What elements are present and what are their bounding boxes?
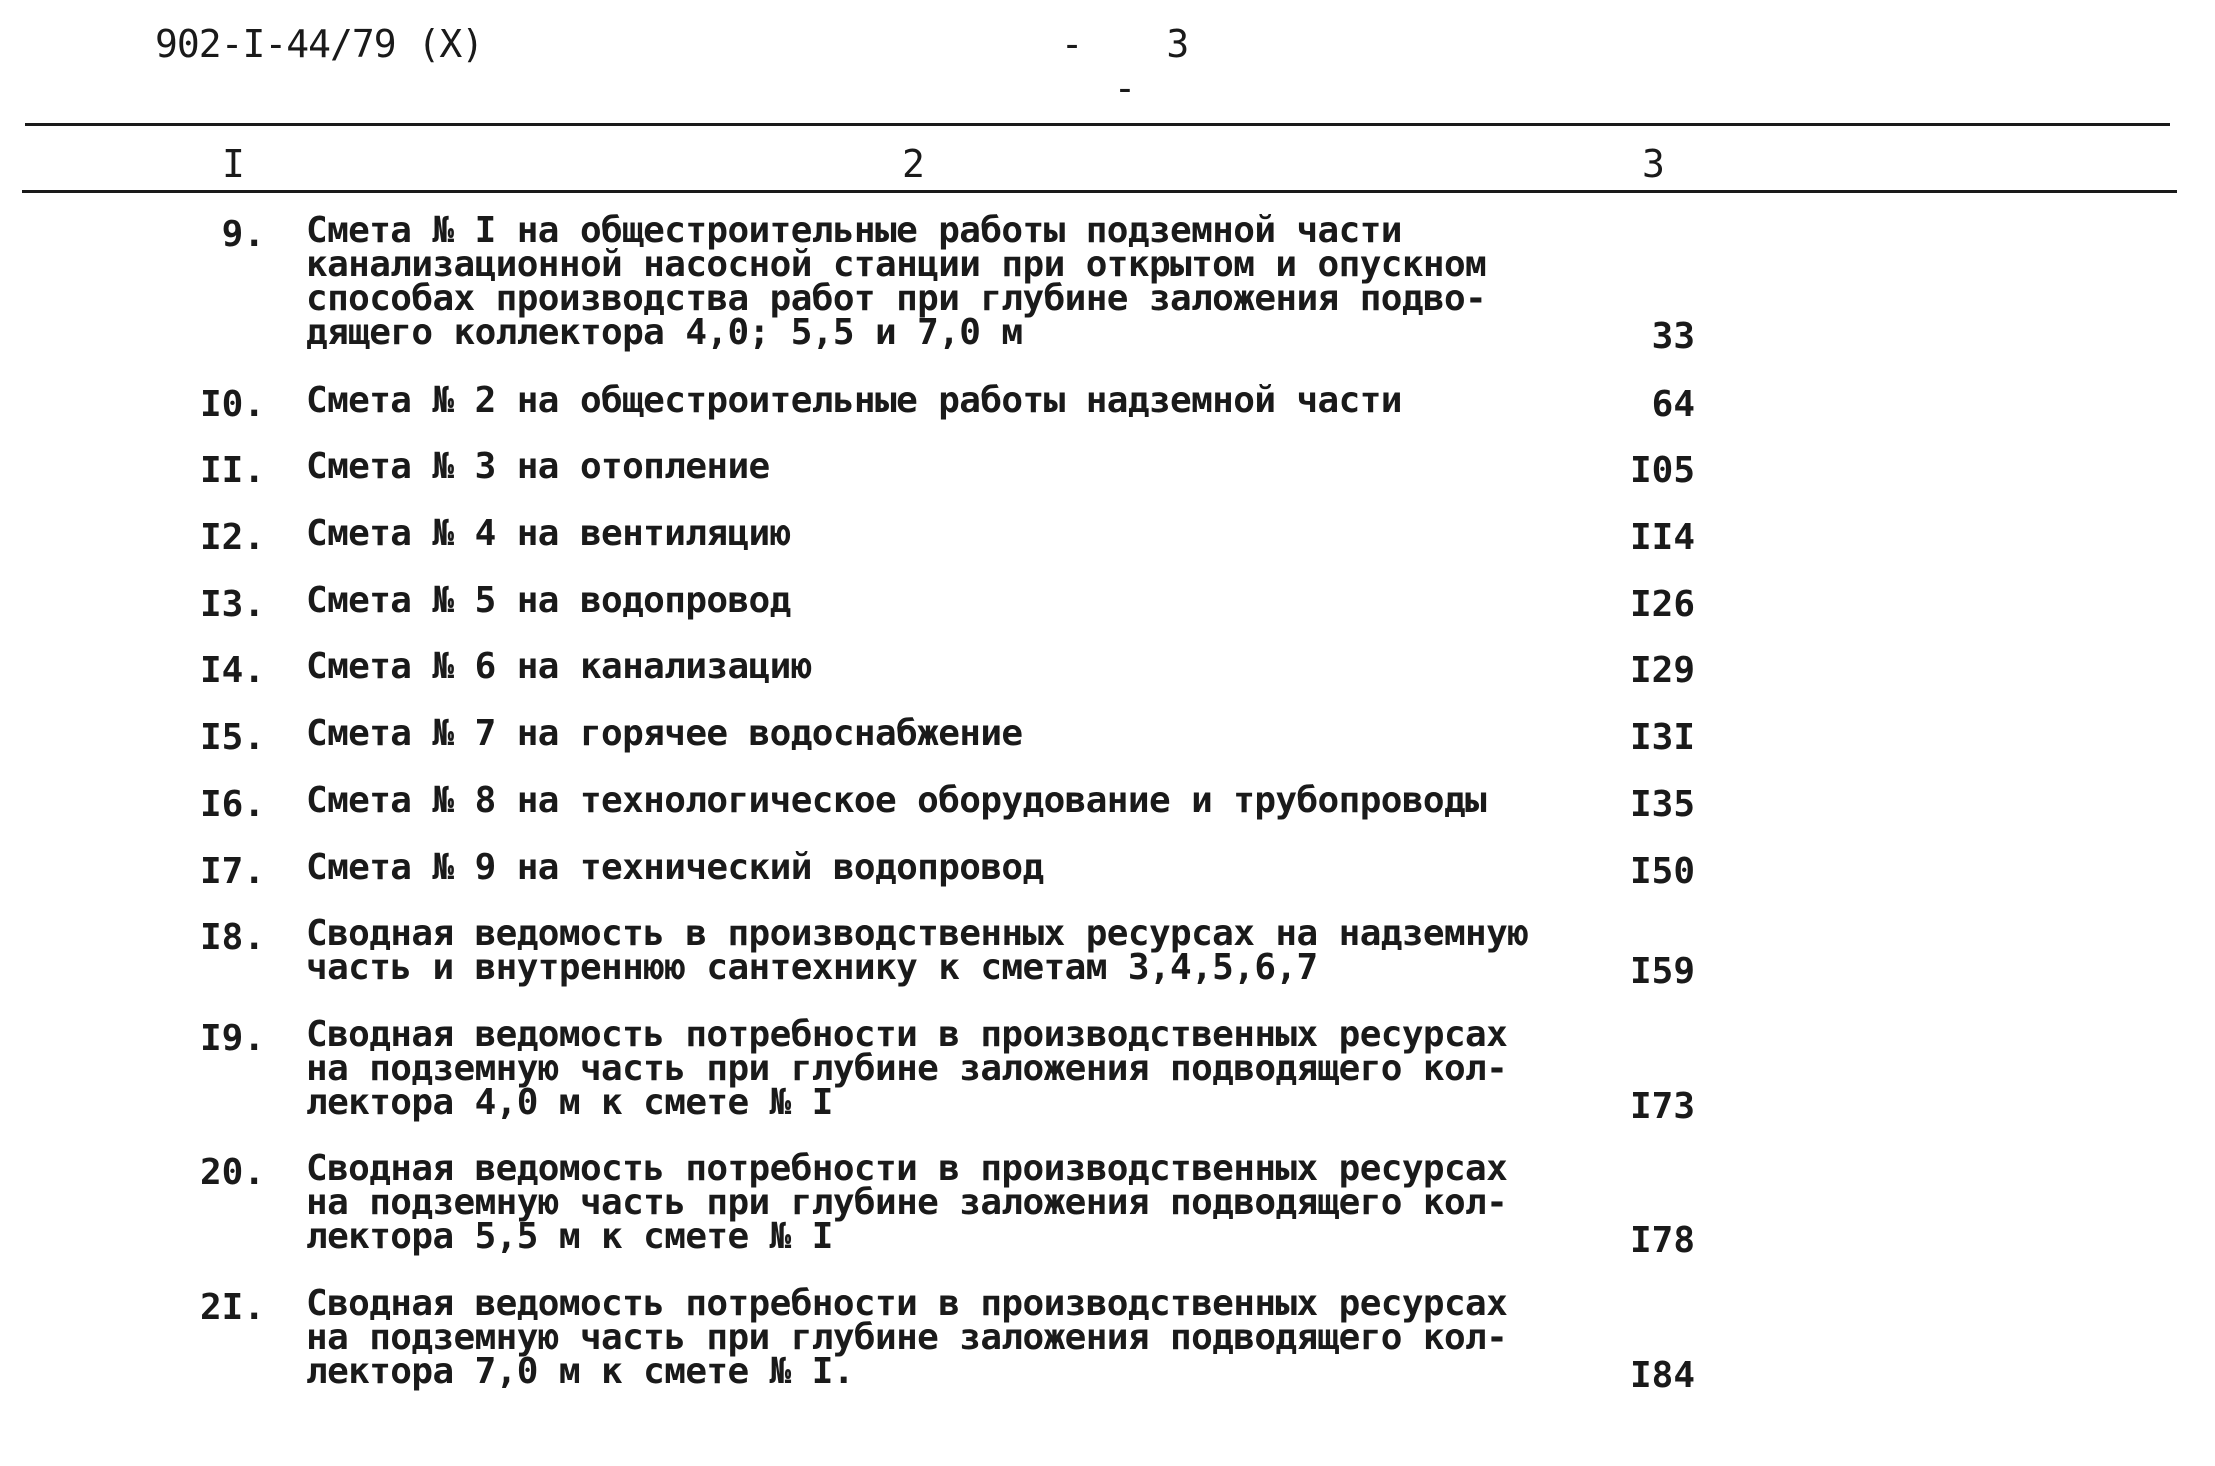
entry-number: 20. <box>199 1152 265 1193</box>
column-header-1: I <box>222 142 245 186</box>
entry-title: Смета № 8 на технологическое оборудование и трубопроводы <box>306 780 1487 821</box>
entry-number: I2. <box>199 517 265 558</box>
entry-number: I4. <box>199 650 265 691</box>
entry-title: Сводная ведомость потребности в производственных ресурсах на подземную часть при глубине заложения подводящего кол- лектора 5,5 м к смете № I <box>306 1148 1508 1257</box>
document-code: 902-I-44/79 (X) <box>155 22 484 66</box>
entry-number: I7. <box>199 851 265 892</box>
entry-page: 33 <box>1651 316 1695 357</box>
column-header-2: 2 <box>902 142 925 186</box>
entry-page: I26 <box>1629 584 1695 625</box>
header-bottom-rule <box>22 190 2177 193</box>
entry-title: Смета № 2 на общестроительные работы надземной части <box>306 380 1402 421</box>
entry-number: II. <box>199 450 265 491</box>
entry-title: Смета № 4 на вентиляцию <box>306 513 791 554</box>
entry-title: Смета № 6 на канализацию <box>306 646 812 687</box>
entry-page: I35 <box>1629 784 1695 825</box>
entry-page: I3I <box>1629 717 1695 758</box>
entry-page: I50 <box>1629 851 1695 892</box>
entry-number: I5. <box>199 717 265 758</box>
entry-title: Смета № 5 на водопровод <box>306 580 791 621</box>
entry-page: I78 <box>1629 1220 1695 1261</box>
entry-title: Смета № I на общестроительные работы подземной части канализационной насосной станции при открытом и опускном способах производства работ при глубине заложения подво- дящего коллектора 4,0; 5,5 и 7,0 м <box>306 210 1487 353</box>
entry-page: I73 <box>1629 1086 1695 1127</box>
entry-title: Сводная ведомость потребности в производственных ресурсах на подземную часть при глубине заложения подводящего кол- лектора 4,0 м к смете № I <box>306 1014 1508 1123</box>
entry-page: II4 <box>1629 517 1695 558</box>
entry-title: Смета № 9 на технический водопровод <box>306 847 1044 888</box>
entry-page: I59 <box>1629 951 1695 992</box>
top-rule <box>25 123 2170 126</box>
entry-page: 64 <box>1651 384 1695 425</box>
entry-number: 2I. <box>199 1287 265 1328</box>
page-number: - 3 - <box>1060 22 1220 110</box>
column-header-3: 3 <box>1642 142 1665 186</box>
entry-page: I05 <box>1629 450 1695 491</box>
entry-number: 9. <box>221 214 265 255</box>
entry-title: Сводная ведомость потребности в производственных ресурсах на подземную часть при глубине заложения подводящего кол- лектора 7,0 м к смете № I. <box>306 1283 1508 1392</box>
entry-page: I84 <box>1629 1355 1695 1396</box>
entry-number: I3. <box>199 584 265 625</box>
entry-title: Сводная ведомость в производственных ресурсах на надземную часть и внутреннюю сантехнику к сметам 3,4,5,6,7 <box>306 913 1529 988</box>
entry-page: I29 <box>1629 650 1695 691</box>
entry-title: Смета № 7 на горячее водоснабжение <box>306 713 1023 754</box>
entry-number: I8. <box>199 917 265 958</box>
entry-number: I0. <box>199 384 265 425</box>
entry-number: I6. <box>199 784 265 825</box>
entry-number: I9. <box>199 1018 265 1059</box>
entry-title: Смета № 3 на отопление <box>306 446 770 487</box>
